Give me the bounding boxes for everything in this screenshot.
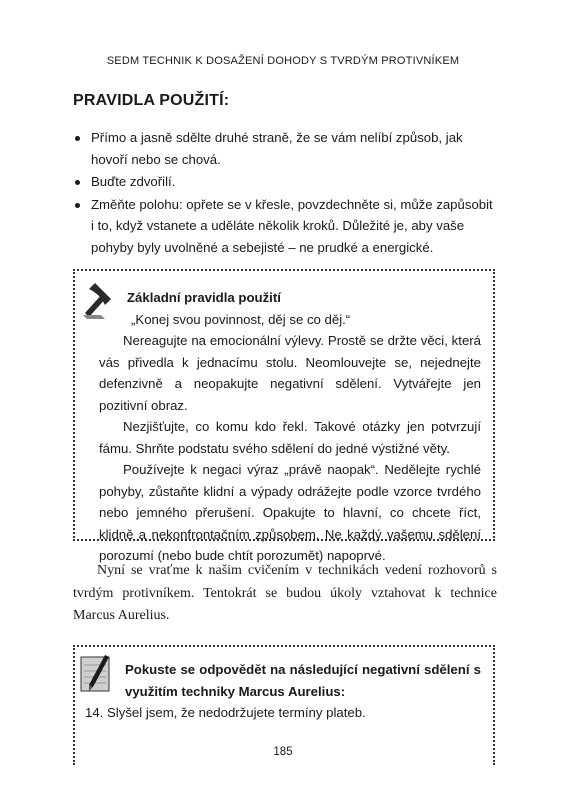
bullet-dot	[75, 203, 80, 208]
body-paragraph: Nyní se vraťme k našim cvičením v technikách vedení rozhovorů s tvrdým protivníkem. Tentokrát se budou úkoly vztahovat k technice Marcus Aurelius.	[73, 563, 497, 623]
rules-box-quote: „Konej svou povinnost, děj se co děj.“	[131, 311, 351, 327]
rules-box-content	[99, 287, 481, 567]
list-item	[73, 171, 498, 193]
exercise-box-content	[85, 659, 481, 724]
bullet-text: Přímo a jasně sdělte druhé straně, že se vám nelíbí způsob, jak hovoří nebo se chová.	[91, 130, 463, 167]
bullet-text: Buďte zdvořilí.	[91, 174, 176, 189]
exercise-question: 14. Slyšel jsem, že nedodržujete termíny plateb.	[85, 705, 366, 720]
running-head: SEDM TECHNIK K DOSAŽENÍ DOHODY S TVRDÝM PROTIVNÍKEM	[106, 55, 460, 67]
bullet-dot	[75, 136, 80, 141]
rules-box-title: Základní pravidla použití	[127, 290, 281, 305]
bullet-text: Změňte polohu: opřete se v křesle, povzdechněte si, může zapůsobit i to, když vstanete a uděláte několik kroků. Důležité je, aby vaše pohyby byly uvolněné a sebejisté – ne prudké a energické.	[91, 196, 493, 255]
rules-paragraph: Nezjišťujte, co komu kdo řekl. Takové otázky jen potvrzují fámu. Shrňte podstatu svého sdělení do jedné výstižné věty.	[99, 419, 481, 456]
bullet-dot	[75, 180, 80, 185]
page-number: 185	[273, 746, 293, 758]
rules-paragraph: Nereagujte na emocionální výlevy. Prostě se držte věci, která vás přivedla k jednacímu stolu. Neomlouvejte se, nejednejte defenzivně a neopakujte negativní sdělení. Vytvářejte jen pozitivní obraz.	[99, 333, 481, 413]
rules-paragraph: Používejte k negaci výraz „právě naopak“. Nedělejte rychlé pohyby, zůstaňte klidní a výpady odrážejte podle vzorce tvrdého nebo jemného přerušení. Opakujte to hlavní, co chcete říct, klidně a nekonfrontačním způsobem. Ne každý vašemu sdělení porozumí (nebo bude chtít porozumět) napoprvé.	[99, 462, 481, 563]
rules-box	[73, 269, 495, 563]
section-title: PRAVIDLA POUŽITÍ:	[73, 92, 230, 109]
list-item	[73, 127, 498, 170]
list-item	[73, 194, 498, 259]
bullet-list	[73, 127, 498, 259]
exercise-box-title: Pokuste se odpovědět na následující negativní sdělení s využitím techniky Marcus Aurelius:	[125, 662, 481, 699]
